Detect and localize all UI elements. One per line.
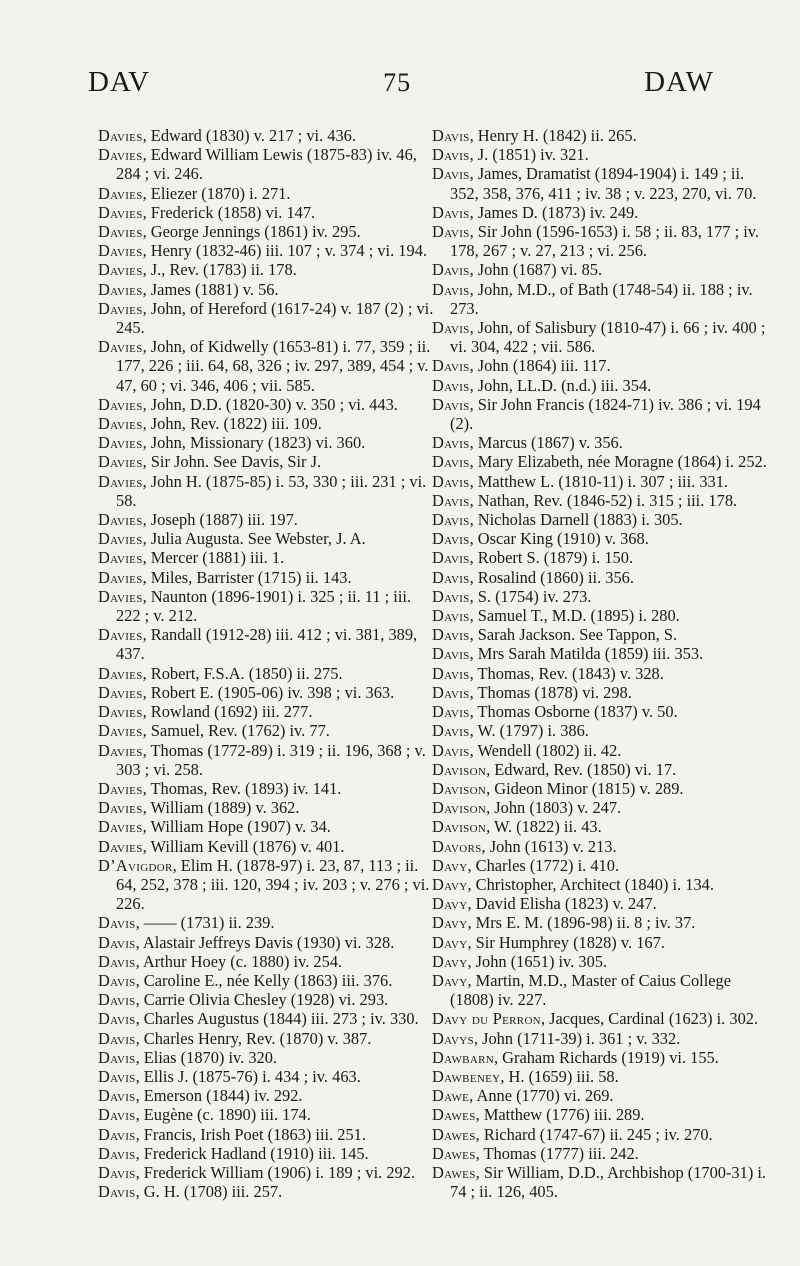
entry-surname: Davies (98, 817, 143, 837)
entry-surname: Davy du Perron (432, 1009, 541, 1029)
entry-details: , James, Dramatist (1894-1904) i. 149 ; ii. 352, 358, 376, 411 ; iv. 38 ; v. 223, 270, vi. 70. (450, 164, 757, 203)
entry-details: , Sir Humphrey (1828) v. 167. (467, 932, 665, 952)
index-entry (98, 664, 438, 683)
index-entry (432, 1048, 774, 1067)
entry-details: , John, M.D., of Bath (1748-54) ii. 188 ; iv. 273. (450, 279, 753, 318)
index-entry (432, 1009, 774, 1028)
index-entry (98, 145, 438, 183)
entry-details: , Thomas Osborne (1837) v. 50. (469, 702, 678, 722)
entry-details: , W. (1797) i. 386. (469, 721, 589, 741)
index-entry (432, 203, 774, 222)
index-entry (98, 414, 438, 433)
entry-surname: Davies (98, 471, 143, 491)
entry-details: , Gideon Minor (1815) v. 289. (486, 778, 684, 798)
entry-details: , Mrs Sarah Matilda (1859) iii. 353. (469, 644, 704, 664)
entry-surname: Davis (432, 644, 470, 664)
entry-details: , John, Rev. (1822) iii. 109. (142, 414, 322, 434)
index-entry (432, 856, 774, 875)
entry-surname: Davies (98, 414, 143, 434)
entry-details: , George Jennings (1861) iv. 295. (142, 222, 361, 242)
index-entry (98, 184, 438, 203)
entry-details: , Henry H. (1842) ii. 265. (469, 126, 637, 145)
index-entry (432, 913, 774, 932)
index-entry (432, 894, 774, 913)
entry-details: , Samuel, Rev. (1762) iv. 77. (142, 721, 330, 741)
entry-surname: Davies (98, 529, 143, 549)
index-entry (98, 222, 438, 241)
entry-surname: Davies (98, 183, 143, 203)
index-entry (98, 203, 438, 222)
index-entry (432, 280, 774, 318)
entry-surname: Dawe (432, 1086, 470, 1106)
entry-details: , Charles (1772) i. 410. (467, 855, 620, 875)
entry-details: , J. (1851) iv. 321. (469, 145, 589, 165)
entry-details: , Henry (1832-46) iii. 107 ; v. 374 ; vi. 194. (142, 241, 427, 261)
entry-details: , Edward William Lewis (1875-83) iv. 46, 284 ; vi. 246. (116, 145, 417, 184)
index-entry (432, 606, 774, 625)
entry-surname: Davis (98, 1028, 136, 1048)
index-entry (432, 260, 774, 279)
index-entry (98, 587, 438, 625)
index-entry (432, 644, 774, 663)
entry-details: , John (1687) vi. 85. (469, 260, 603, 280)
entry-details: , Charles Henry, Rev. (1870) v. 387. (135, 1028, 372, 1048)
entry-details: , Emerson (1844) iv. 292. (135, 1086, 303, 1106)
index-entry (432, 683, 774, 702)
index-entry (432, 1163, 774, 1201)
entry-details: , Naunton (1896-1901) i. 325 ; ii. 11 ; iii. 222 ; v. 212. (116, 586, 412, 626)
entry-surname: Davis (98, 1047, 136, 1067)
index-entry (98, 933, 438, 952)
entry-surname: Davies (98, 798, 143, 818)
entry-details: , Samuel T., M.D. (1895) i. 280. (469, 606, 680, 626)
entry-surname: Davis (98, 1143, 136, 1163)
entry-surname: Davis (98, 913, 136, 933)
entry-surname: Davis (432, 375, 470, 395)
entry-surname: Davis (432, 452, 470, 472)
index-entry (432, 721, 774, 740)
index-entry (432, 625, 774, 644)
index-entry (98, 990, 438, 1009)
entry-details: , G. H. (1708) iii. 257. (135, 1182, 283, 1202)
entry-details: , John (1613) v. 213. (481, 836, 617, 856)
entry-surname: Davis (432, 318, 470, 338)
index-entry (432, 1105, 774, 1124)
index-entry (98, 1105, 438, 1124)
entry-surname: Davies (98, 586, 143, 606)
entry-surname: Davison (432, 759, 487, 779)
entry-surname: Davis (98, 1105, 136, 1125)
entry-details: , John, of Kidwelly (1653-81) i. 77, 359 ; ii. 177, 226 ; iii. 64, 68, 326 ; iv. 297, 389, 454 ; v. 47, 60 ; vi. 346, 406 ; vii. 585. (116, 337, 431, 395)
entry-details: , Christopher, Architect (1840) i. 134. (467, 874, 714, 894)
entry-surname: Davy (432, 951, 468, 971)
entry-details: , J., Rev. (1783) ii. 178. (142, 260, 297, 280)
entry-details: , John, LL.D. (n.d.) iii. 354. (469, 375, 652, 395)
entry-surname: Dawes (432, 1105, 476, 1125)
entry-surname: Davies (98, 663, 143, 683)
entry-details: , James D. (1873) iv. 249. (469, 202, 639, 222)
index-entry (432, 952, 774, 971)
index-entry (98, 548, 438, 567)
index-entry (432, 664, 774, 683)
entry-surname: Davis (432, 548, 470, 568)
entry-details: , James (1881) v. 56. (142, 279, 279, 299)
entry-details: , S. (1754) iv. 273. (469, 586, 592, 606)
entry-surname: Davies (98, 682, 143, 702)
entry-surname: Davis (98, 1124, 136, 1144)
index-entry (432, 933, 774, 952)
entry-details: , Jacques, Cardinal (1623) i. 302. (540, 1009, 759, 1029)
entry-surname: Davies (98, 126, 143, 145)
index-entry (98, 472, 438, 510)
index-entry (432, 798, 774, 817)
entry-surname: Davis (98, 932, 136, 952)
entry-surname: Davis (432, 721, 470, 741)
index-entry (98, 779, 438, 798)
entry-details: , David Elisha (1823) v. 247. (467, 894, 657, 914)
entry-details: , William Kevill (1876) v. 401. (142, 836, 345, 856)
entry-details: , Edward (1830) v. 217 ; vi. 436. (142, 126, 356, 145)
entry-surname: Dawbeney (432, 1066, 501, 1086)
index-entry (432, 702, 774, 721)
entry-details: , Anne (1770) vi. 269. (469, 1086, 614, 1106)
index-entry (98, 837, 438, 856)
index-entry (98, 1048, 438, 1067)
index-entry (432, 760, 774, 779)
entry-surname: Davis (432, 433, 470, 453)
index-entry (98, 798, 438, 817)
entry-surname: Davis (432, 279, 470, 299)
index-entry (98, 433, 438, 452)
entry-details: , Thomas, Rev. (1843) v. 328. (469, 663, 664, 683)
entry-surname: Davis (432, 586, 470, 606)
index-entry (98, 721, 438, 740)
entry-surname: Davis (432, 606, 470, 626)
left-column (98, 126, 438, 1201)
entry-details: , Martin, M.D., Master of Caius College (1808) iv. 227. (450, 970, 732, 1010)
entry-details: , Frederick William (1906) i. 189 ; vi. 292. (135, 1162, 416, 1182)
entry-details: , Julia Augusta. See Webster, J. A. (142, 529, 366, 549)
entry-details: , Francis, Irish Poet (1863) iii. 251. (135, 1124, 366, 1144)
entry-surname: Davies (98, 241, 143, 261)
entry-details: , Sir John. See Davis, Sir J. (142, 452, 322, 472)
entry-surname: Davies (98, 721, 143, 741)
index-entry (432, 529, 774, 548)
index-entry (432, 452, 774, 471)
entry-surname: Dawes (432, 1143, 476, 1163)
entry-surname: Davis (98, 970, 136, 990)
entry-details: , Elim H. (1878-97) i. 23, 87, 113 ; ii. 64, 252, 378 ; iii. 120, 394 ; iv. 203 ; v. 276 ; vi. 226. (116, 855, 430, 914)
index-entry (98, 529, 438, 548)
entry-surname: Davis (98, 1066, 136, 1086)
entry-details: , Eugène (c. 1890) iii. 174. (135, 1105, 311, 1125)
entry-surname: Davis (98, 990, 136, 1010)
index-entry (98, 971, 438, 990)
entry-surname: Davis (432, 394, 470, 414)
index-entry (432, 1125, 774, 1144)
entry-details: , Nathan, Rev. (1846-52) i. 315 ; iii. 178. (469, 490, 738, 510)
entry-surname: Davison (432, 798, 487, 818)
entry-details: , Marcus (1867) v. 356. (469, 433, 623, 453)
entry-surname: Davis (432, 126, 470, 145)
index-entry (432, 971, 774, 1009)
entry-details: , H. (1659) iii. 58. (500, 1066, 619, 1086)
header-left-guide-word: DAV (88, 66, 151, 98)
entry-surname: Davis (432, 663, 470, 683)
entry-details: , Thomas (1777) iii. 242. (475, 1143, 639, 1163)
index-entry (432, 779, 774, 798)
entry-details: , John (1711-39) i. 361 ; v. 332. (473, 1028, 681, 1048)
index-entry (98, 1009, 438, 1028)
entry-surname: Davis (432, 682, 470, 702)
entry-details: , Wendell (1802) ii. 42. (469, 740, 622, 760)
entry-surname: Davies (98, 510, 143, 530)
entry-details: , Mrs E. M. (1896-98) ii. 8 ; iv. 37. (467, 913, 696, 933)
entry-surname: Davies (98, 222, 143, 242)
entry-details: , Rosalind (1860) ii. 356. (469, 567, 634, 587)
entry-details: , Sarah Jackson. See Tappon, S. (469, 625, 678, 645)
entry-surname: Davis (432, 145, 470, 165)
entry-surname: Davis (98, 1162, 136, 1182)
entry-surname: Davis (432, 222, 470, 242)
index-entry (432, 1029, 774, 1048)
entry-surname: Davis (98, 951, 136, 971)
entry-surname: Davis (432, 356, 470, 376)
index-entry (432, 837, 774, 856)
index-entry (432, 1144, 774, 1163)
index-entry (432, 741, 774, 760)
entry-details: , Sir John (1596-1653) i. 58 ; ii. 83, 177 ; iv. 178, 267 ; v. 27, 213 ; vi. 256. (450, 222, 760, 261)
index-entry (98, 1125, 438, 1144)
entry-surname: Davison (432, 778, 487, 798)
index-entry (98, 568, 438, 587)
entry-surname: Davis (98, 1182, 136, 1202)
index-entry (432, 433, 774, 452)
entry-surname: Davis (432, 625, 470, 645)
entry-surname: Davies (98, 298, 143, 318)
entry-details: , John, of Salisbury (1810-47) i. 66 ; iv. 400 ; vi. 304, 422 ; vii. 586. (450, 318, 766, 357)
entry-details: , Edward, Rev. (1850) vi. 17. (486, 759, 677, 779)
index-entry (98, 1163, 438, 1182)
index-entry (98, 913, 438, 932)
entry-details: , John (1803) v. 247. (486, 798, 622, 818)
index-entry (98, 395, 438, 414)
index-entry (98, 299, 438, 337)
entry-details: , Eliezer (1870) i. 271. (142, 183, 291, 203)
entry-surname: Davis (432, 567, 470, 587)
entry-details: , William Hope (1907) v. 34. (142, 817, 331, 837)
header-right-guide-word: DAW (644, 66, 714, 98)
entry-details: , John H. (1875-85) i. 53, 330 ; iii. 231 ; vi. 58. (116, 471, 427, 510)
right-column (432, 126, 774, 1201)
entry-surname: Davis (432, 164, 470, 184)
index-entry (98, 280, 438, 299)
index-entry (98, 241, 438, 260)
entry-surname: Davis (432, 202, 470, 222)
index-entry (432, 145, 774, 164)
entry-details: , Robert, F.S.A. (1850) ii. 275. (142, 663, 343, 683)
index-entry (98, 741, 438, 779)
entry-surname: Davis (432, 260, 470, 280)
entry-details: , Richard (1747-67) ii. 245 ; iv. 270. (475, 1124, 713, 1144)
index-entry (432, 222, 774, 260)
entry-surname: Davis (432, 740, 470, 760)
index-entry (432, 164, 774, 202)
entry-surname: Davy (432, 874, 468, 894)
index-entry (98, 952, 438, 971)
entry-surname: Davis (432, 471, 470, 491)
entry-surname: Davis (432, 490, 470, 510)
entry-surname: Davies (98, 625, 143, 645)
index-entry (432, 472, 774, 491)
entry-surname: Davy (432, 970, 468, 990)
entry-surname: Davy (432, 855, 468, 875)
page-header (88, 66, 714, 106)
entry-details: , Matthew (1776) iii. 289. (475, 1105, 645, 1125)
entry-details: , Thomas (1878) vi. 298. (469, 682, 632, 702)
index-entry (98, 260, 438, 279)
entry-surname: Davies (98, 452, 143, 472)
entry-surname: Davies (98, 548, 143, 568)
entry-details: , Mary Elizabeth, née Moragne (1864) i. 252. (469, 452, 767, 472)
index-entry (432, 587, 774, 606)
entry-details: , Graham Richards (1919) vi. 155. (493, 1047, 719, 1067)
entry-surname: Davison (432, 817, 487, 837)
index-entry (432, 548, 774, 567)
index-entry (432, 1067, 774, 1086)
index-entry (432, 1086, 774, 1105)
entry-details: , Matthew L. (1810-11) i. 307 ; iii. 331. (469, 471, 729, 491)
index-entry (432, 356, 774, 375)
entry-surname: Davies (98, 740, 143, 760)
entry-details: , Sir John Francis (1824-71) iv. 386 ; vi. 194 (2). (450, 394, 761, 434)
index-entry (98, 510, 438, 529)
entry-details: , Arthur Hoey (c. 1880) iv. 254. (135, 951, 343, 971)
entry-surname: Davies (98, 836, 143, 856)
entry-surname: Davy (432, 913, 468, 933)
entry-surname: Dawbarn (432, 1047, 494, 1067)
entry-surname: Davies (98, 337, 143, 357)
index-entry (98, 1067, 438, 1086)
entry-surname: Davis (98, 1086, 136, 1106)
entry-surname: Davis (432, 702, 470, 722)
index-entry (432, 817, 774, 836)
entry-surname: Davies (98, 202, 143, 222)
index-entry (98, 1182, 438, 1201)
entry-details: , Miles, Barrister (1715) ii. 143. (142, 567, 352, 587)
entry-details: , Sir William, D.D., Archbishop (1700-31) i. 74 ; ii. 126, 405. (450, 1162, 767, 1202)
entry-surname: D’Avigdor (98, 855, 173, 875)
entry-surname: Dawes (432, 1124, 476, 1144)
entry-details: , Charles Augustus (1844) iii. 273 ; iv. 330. (135, 1009, 419, 1029)
entry-details: , Ellis J. (1875-76) i. 434 ; iv. 463. (135, 1066, 361, 1086)
entry-details: , Robert E. (1905-06) iv. 398 ; vi. 363. (142, 682, 395, 702)
entry-surname: Davies (98, 394, 143, 414)
entry-details: , W. (1822) ii. 43. (486, 817, 602, 837)
index-entry (432, 376, 774, 395)
entry-surname: Davies (98, 778, 143, 798)
entry-surname: Davy (432, 894, 468, 914)
index-entry (432, 395, 774, 433)
index-entry (98, 856, 438, 914)
entry-details: , Elias (1870) iv. 320. (135, 1047, 278, 1067)
entry-details: , John (1651) iv. 305. (467, 951, 608, 971)
index-entry (432, 491, 774, 510)
index-entry (98, 1144, 438, 1163)
entry-details: , John, Missionary (1823) vi. 360. (142, 433, 366, 453)
entry-details: , Carrie Olivia Chesley (1928) vi. 293. (135, 990, 389, 1010)
index-entry (98, 702, 438, 721)
entry-details: , Caroline E., née Kelly (1863) iii. 376. (135, 970, 393, 990)
entry-details: , Thomas (1772-89) i. 319 ; ii. 196, 368 ; v. 303 ; vi. 258. (116, 740, 426, 779)
entry-surname: Davys (432, 1028, 474, 1048)
index-entry (98, 625, 438, 663)
page-number: 75 (383, 68, 412, 97)
entry-details: , Alastair Jeffreys Davis (1930) vi. 328. (135, 932, 395, 952)
index-entry (98, 1086, 438, 1105)
entry-details: , Frederick Hadland (1910) iii. 145. (135, 1143, 369, 1163)
index-entry (432, 318, 774, 356)
entry-details: , Mercer (1881) iii. 1. (142, 548, 285, 568)
entry-surname: Davies (98, 260, 143, 280)
index-entry (98, 126, 438, 145)
entry-details: , Randall (1912-28) iii. 412 ; vi. 381, 389, 437. (116, 625, 418, 664)
entry-details: , Rowland (1692) iii. 277. (142, 702, 313, 722)
entry-details: , Robert S. (1879) i. 150. (469, 548, 634, 568)
entry-surname: Davies (98, 145, 143, 165)
entry-surname: Davies (98, 279, 143, 299)
entry-details: , Thomas, Rev. (1893) iv. 141. (142, 778, 342, 798)
index-entry (98, 1029, 438, 1048)
index-entry (98, 683, 438, 702)
entry-details: , Nicholas Darnell (1883) i. 305. (469, 510, 683, 530)
entry-details: , John, D.D. (1820-30) v. 350 ; vi. 443. (142, 394, 398, 414)
index-entry (98, 452, 438, 471)
entry-details: , —— (1731) ii. 239. (135, 913, 275, 933)
entry-details: , Oscar King (1910) v. 368. (469, 529, 649, 549)
entry-details: , John (1864) iii. 117. (469, 356, 611, 376)
entry-surname: Davies (98, 702, 143, 722)
entry-surname: Davies (98, 567, 143, 587)
index-entry (432, 510, 774, 529)
entry-surname: Davis (432, 510, 470, 530)
entry-details: , William (1889) v. 362. (142, 798, 300, 818)
entry-details: , John, of Hereford (1617-24) v. 187 (2) ; vi. 245. (116, 298, 434, 338)
entry-surname: Davy (432, 932, 468, 952)
entry-surname: Dawes (432, 1162, 476, 1182)
entry-details: , Joseph (1887) iii. 197. (142, 510, 298, 530)
entry-details: , Frederick (1858) vi. 147. (142, 202, 316, 222)
index-entry (432, 126, 774, 145)
entry-surname: Davis (98, 1009, 136, 1029)
index-entry (98, 817, 438, 836)
entry-surname: Davors (432, 836, 482, 856)
index-entry (432, 875, 774, 894)
entry-surname: Davis (432, 529, 470, 549)
entry-surname: Davies (98, 433, 143, 453)
index-entry (432, 568, 774, 587)
index-entry (98, 337, 438, 395)
